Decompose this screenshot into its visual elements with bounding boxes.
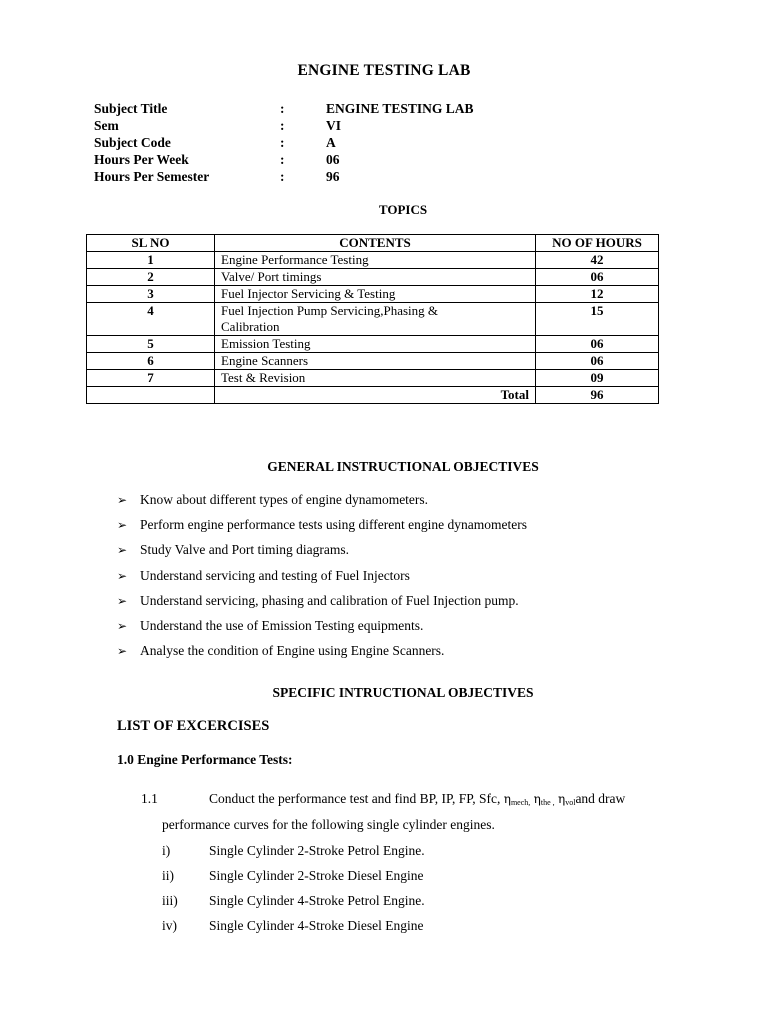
arrow-bullet-icon: ➢ (117, 618, 128, 633)
list-item (117, 568, 527, 593)
info-row-hours-per-week (94, 151, 594, 168)
table-cell-hours: 06 (536, 269, 659, 286)
item-number: ii) (162, 868, 174, 883)
eta-symbol: η (558, 792, 566, 806)
total-value: 96 (536, 387, 659, 404)
item-text: Single Cylinder 4-Stroke Petrol Engine. (209, 893, 425, 908)
arrow-bullet-icon: ➢ (117, 593, 128, 608)
table-row (87, 370, 659, 387)
item-text: Single Cylinder 4-Stroke Diesel Engine (209, 918, 424, 933)
info-colon: : (280, 101, 285, 116)
objective-text: Study Valve and Port timing diagrams. (140, 542, 349, 558)
eta-subscript: the , (540, 798, 555, 807)
table-row (87, 336, 659, 353)
table-header: SL NO (87, 235, 215, 252)
topics-table (86, 234, 659, 404)
objective-text: Understand the use of Emission Testing equipments. (140, 617, 424, 633)
eta-subscript: mech, (510, 798, 531, 807)
table-cell-hours: 09 (536, 370, 659, 387)
table-cell-content: Engine Scanners (215, 353, 536, 370)
section-heading: 1.0 Engine Performance Tests: (117, 752, 293, 767)
table-cell-content-line: Fuel Injection Pump Servicing,Phasing & (221, 303, 439, 318)
table-cell-sl: 5 (87, 336, 215, 353)
exercise-text-line1 (209, 791, 625, 807)
table-cell-content (215, 303, 536, 336)
objective-text: Understand servicing, phasing and calibration of Fuel Injection pump. (140, 592, 519, 608)
list-item (117, 517, 527, 542)
info-colon: : (280, 169, 285, 184)
info-value: A (326, 135, 336, 150)
info-row-sem (94, 117, 594, 134)
table-row (87, 252, 659, 269)
arrow-bullet-icon: ➢ (117, 644, 128, 659)
table-cell-sl: 6 (87, 353, 215, 370)
table-header: NO OF HOURS (536, 235, 659, 252)
table-cell-sl: 7 (87, 370, 215, 387)
table-row (87, 353, 659, 370)
general-objectives-heading: GENERAL INSTRUCTIONAL OBJECTIVES (267, 459, 539, 474)
objective-text: Perform engine performance tests using different engine dynamometers (140, 517, 527, 533)
objectives-list (117, 492, 527, 668)
table-header-row (87, 235, 659, 252)
table-cell-hours: 42 (536, 252, 659, 269)
table-row (87, 269, 659, 286)
eta-subscript: vol (565, 798, 576, 807)
arrow-bullet-icon: ➢ (117, 568, 128, 583)
info-key: Hours Per Semester (94, 169, 210, 184)
list-item (117, 542, 527, 567)
info-row-subject-code (94, 134, 594, 151)
table-cell-content: Emission Testing (215, 336, 536, 353)
table-cell-sl: 2 (87, 269, 215, 286)
arrow-bullet-icon: ➢ (117, 493, 128, 507)
subject-info (94, 100, 594, 185)
table-cell-content: Engine Performance Testing (215, 252, 536, 269)
objective-text: Understand servicing and testing of Fuel Injectors (140, 567, 410, 583)
table-cell-empty (87, 387, 215, 404)
table-cell-sl: 1 (87, 252, 215, 269)
list-item (117, 593, 527, 618)
list-item (117, 618, 527, 643)
arrow-bullet-icon: ➢ (117, 518, 128, 533)
item-number: iii) (162, 893, 178, 908)
item-number: iv) (162, 918, 177, 933)
table-total-row (87, 387, 659, 404)
info-row-subject-title (94, 100, 594, 117)
exercise-text-line2: performance curves for the following single cylinder engines. (162, 817, 495, 832)
table-cell-hours: 06 (536, 336, 659, 353)
table-cell-content-line: Calibration (221, 319, 280, 334)
table-cell-sl: 3 (87, 286, 215, 303)
eta-symbol: η (503, 792, 511, 806)
table-cell-hours: 15 (536, 303, 659, 336)
info-colon: : (280, 152, 285, 167)
eta-symbol: η (533, 792, 541, 806)
table-row (87, 286, 659, 303)
arrow-bullet-icon: ➢ (117, 543, 128, 558)
total-label: Total (215, 387, 536, 404)
item-number: i) (162, 843, 171, 858)
info-key: Sem (94, 118, 119, 133)
info-key: Subject Title (94, 101, 168, 116)
exercise-suffix: and draw (575, 791, 626, 806)
list-item (117, 643, 527, 668)
info-key: Hours Per Week (94, 152, 189, 167)
exercise-number: 1.1 (141, 791, 158, 806)
table-cell-content: Fuel Injector Servicing & Testing (215, 286, 536, 303)
document-title: ENGINE TESTING LAB (297, 62, 471, 79)
list-item (117, 492, 527, 517)
exercise-prefix: Conduct the performance test and find BP, IP, FP, Sfc, (209, 791, 501, 806)
table-cell-sl: 4 (87, 303, 215, 336)
objective-text: Know about different types of engine dynamometers. (140, 492, 429, 507)
info-value: ENGINE TESTING LAB (326, 101, 474, 116)
item-text: Single Cylinder 2-Stroke Diesel Engine (209, 868, 424, 883)
info-colon: : (280, 135, 285, 150)
specific-objectives-heading: SPECIFIC INTRUCTIONAL OBJECTIVES (272, 685, 534, 700)
info-colon: : (280, 118, 285, 133)
table-row (87, 303, 659, 336)
exercises-heading: LIST OF EXCERCISES (117, 718, 270, 734)
info-value: 96 (326, 169, 340, 184)
topics-heading: TOPICS (378, 202, 428, 217)
table-cell-content: Test & Revision (215, 370, 536, 387)
table-header: CONTENTS (215, 235, 536, 252)
info-key: Subject Code (94, 135, 171, 150)
table-cell-hours: 06 (536, 353, 659, 370)
table-cell-content: Valve/ Port timings (215, 269, 536, 286)
objective-text: Analyse the condition of Engine using Engine Scanners. (140, 643, 445, 659)
info-value: VI (326, 118, 342, 133)
info-value: 06 (326, 152, 340, 167)
info-row-hours-per-semester (94, 168, 594, 185)
table-cell-hours: 12 (536, 286, 659, 303)
item-text: Single Cylinder 2-Stroke Petrol Engine. (209, 843, 425, 858)
